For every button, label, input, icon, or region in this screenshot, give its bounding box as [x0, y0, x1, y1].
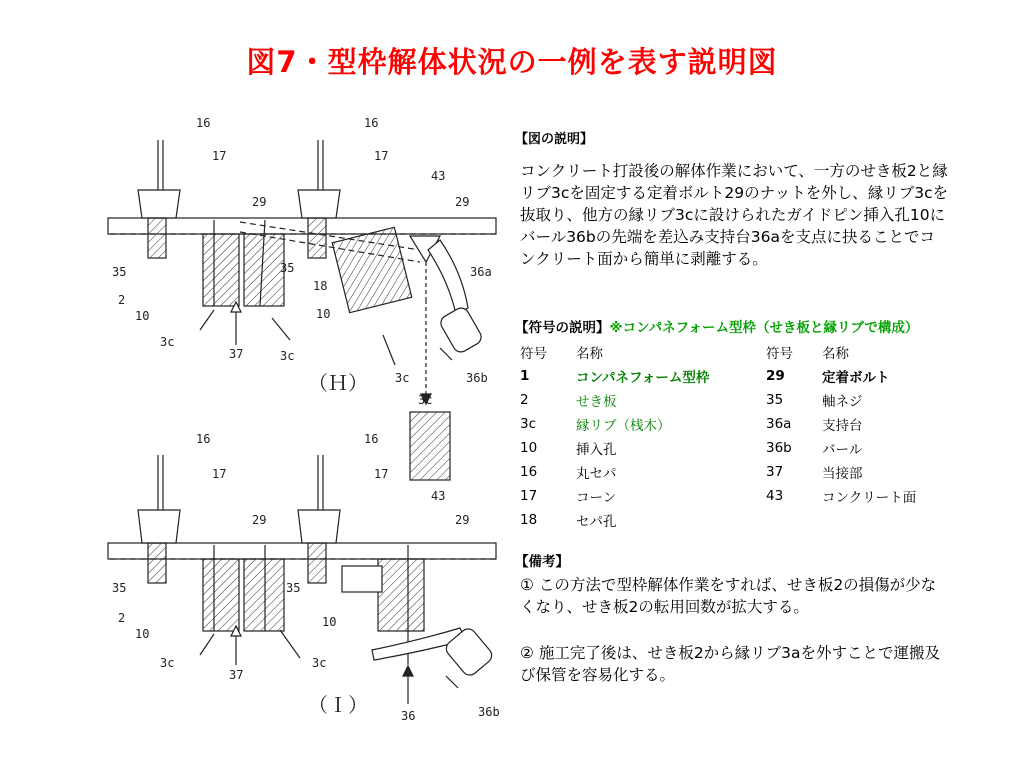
cell-name: 当接部 [822, 466, 863, 482]
cell-name: セパ孔 [576, 514, 617, 530]
label-36a: 36a [470, 265, 492, 279]
label-29b: 29 [455, 195, 470, 209]
table-row [520, 460, 972, 484]
table-row [520, 508, 972, 532]
cell-name [822, 508, 972, 532]
table-row [520, 412, 972, 436]
figure-caption-i: （Ｉ） [308, 693, 368, 717]
label-36: 36 [401, 709, 416, 723]
label-10b: 10 [316, 307, 331, 321]
cell-name: 支持台 [822, 418, 863, 434]
table-row [520, 436, 972, 460]
label-17d: 17 [374, 467, 389, 481]
label-29a: 29 [252, 195, 267, 209]
header-name-2: 名称 [822, 346, 849, 362]
header-code-2: 符号 [766, 346, 793, 362]
label-17a: 17 [212, 149, 227, 163]
cell-code [766, 508, 822, 532]
symbols-table [520, 340, 972, 532]
description-body: コンクリート打設後の解体作業において、一方のせき板2と縁リブ3cを固定する定着ボルト29のナットを外し、縁リブ3cを抜取り、他方の縁リブ3cに設けられたガイドピン挿入孔10にバール36bの先端を差込み支持台36aを支点に抉ることでコンクリート面から簡単に剥離する。 [520, 162, 949, 268]
cell-name: バール [822, 442, 863, 458]
label-3c-b: 3c [280, 349, 295, 363]
cell-name: 挿入孔 [576, 442, 617, 458]
label-35d: 35 [286, 581, 301, 595]
description-heading: 【図の説明】 [515, 132, 594, 147]
label-3c-e: 3c [160, 656, 175, 670]
cell-code: 1 [520, 368, 530, 384]
notes-heading: 【備考】 [515, 554, 569, 570]
label-16a: 16 [196, 116, 211, 130]
label-2b: 2 [118, 611, 126, 625]
symbols-heading-note: ※コンパネフォーム型枠（せき板と縁リブで構成） [609, 320, 919, 336]
table-header-row [520, 340, 972, 364]
cell-code: 10 [520, 440, 538, 456]
label-37b: 37 [229, 668, 244, 682]
label-29d: 29 [455, 513, 470, 527]
cell-name: コーン [576, 490, 617, 506]
cell-name: 軸ネジ [822, 394, 863, 410]
figure-caption-h: （Ｈ） [308, 371, 368, 395]
label-10c: 10 [135, 627, 150, 641]
cell-name: せき板 [576, 394, 617, 410]
label-43: 43 [431, 169, 446, 183]
cell-code: 18 [520, 512, 538, 528]
note-item-2: ② 施工完了後は、せき板2から縁リブ3aを外すことで運搬及び保管を容易化する。 [520, 644, 941, 684]
label-16d: 16 [364, 432, 379, 446]
label-3c-d: 3c [418, 393, 433, 407]
cell-code: 3c [520, 416, 537, 432]
cell-code: 2 [520, 392, 529, 408]
label-2: 2 [118, 293, 126, 307]
cell-name: 丸セパ [576, 466, 617, 482]
table-row [520, 364, 972, 388]
slide-title: 図7・型枠解体状況の一例を表す説明図 [246, 45, 778, 79]
table-row [520, 388, 972, 412]
cell-code: 16 [520, 464, 538, 480]
cell-code: 17 [520, 488, 538, 504]
label-36b: 36b [466, 371, 488, 385]
label-3c-c: 3c [395, 371, 410, 385]
label-36b-2: 36b [478, 705, 500, 719]
label-10d: 10 [322, 615, 337, 629]
figure-h [108, 140, 496, 480]
drawing-shapes [108, 140, 496, 704]
label-17b: 17 [374, 149, 389, 163]
label-3c-a: 3c [160, 335, 175, 349]
cell-name: 定着ボルト [822, 370, 890, 386]
cell-code: 36a [766, 416, 792, 432]
cell-code: 36b [766, 440, 792, 456]
label-10a: 10 [135, 309, 150, 323]
note-item-1: ① この方法で型枠解体作業をすれば、せき板2の損傷が少なくなり、せき板2の転用回数が拡大する。 [520, 576, 937, 616]
symbols-heading [515, 318, 918, 338]
cell-name: 縁リブ（桟木） [576, 418, 671, 434]
label-35b: 35 [280, 261, 295, 275]
header-name-1: 名称 [576, 346, 603, 362]
table-row [520, 484, 972, 508]
cell-name: コンクリート面 [822, 490, 917, 506]
label-37: 37 [229, 347, 244, 361]
header-code-1: 符号 [520, 346, 547, 362]
label-35c: 35 [112, 581, 127, 595]
label-16b: 16 [364, 116, 379, 130]
cell-code: 35 [766, 392, 784, 408]
symbols-heading-label: 【符号の説明】 [515, 320, 610, 336]
label-43b: 43 [431, 489, 446, 503]
label-29c: 29 [252, 513, 267, 527]
label-16c: 16 [196, 432, 211, 446]
label-35a: 35 [112, 265, 127, 279]
label-18: 18 [313, 279, 328, 293]
cell-code: 43 [766, 488, 784, 504]
cell-name: コンパネフォーム型枠 [576, 370, 710, 386]
label-3c-f: 3c [312, 656, 327, 670]
cell-code: 37 [766, 464, 784, 480]
cell-code: 29 [766, 368, 785, 384]
label-17c: 17 [212, 467, 227, 481]
